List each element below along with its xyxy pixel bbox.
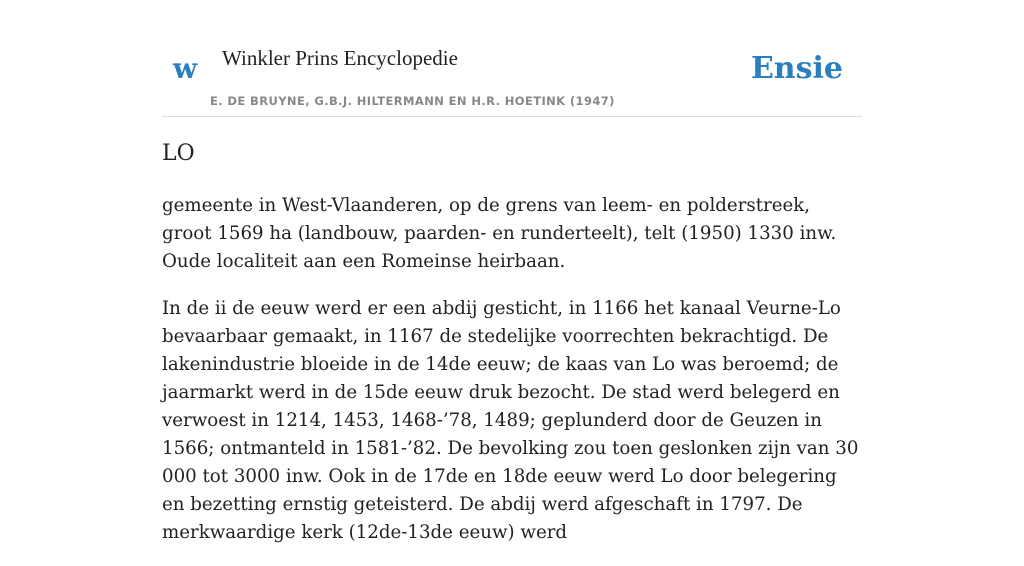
article-title: LO bbox=[162, 141, 195, 166]
site-title[interactable]: Winkler Prins Encyclopedie bbox=[222, 46, 458, 70]
site-header bbox=[162, 0, 862, 117]
article-body bbox=[162, 192, 862, 566]
authors-line: E. DE BRUYNE, G.B.J. HILTERMANN EN H.R. HOETINK (1947) bbox=[210, 94, 615, 108]
brand-logo[interactable]: Ensie bbox=[750, 51, 843, 86]
article-paragraph: In de ii de eeuw werd er een abdij gesticht, in 1166 het kanaal Veurne-Lo bevaarbaar gemaakt, in 1167 de stedelijke voorrechten bekrachtigd. De lakenindustrie bloeide in de 14de eeuw; de kaas van Lo was beroemd; de jaarmarkt werd in de 15de eeuw druk bezocht. De stad werd belegerd en verwoest in 1214, 1453, 1468-’78, 1489; geplunderd door de Geuzen in 1566; ontmanteld in 1581-’82. De bevolking zou toen geslonken zijn van 30 000 tot 3000 inw. Ook in de 17de en 18de eeuw werd Lo door belegering en bezetting ernstig geteisterd. De abdij werd afgeschaft in 1797. De merkwaardige kerk (12de-13de eeuw) werd bbox=[162, 298, 859, 543]
site-logo-icon[interactable]: w bbox=[173, 52, 198, 85]
article-paragraph: gemeente in West-Vlaanderen, op de grens van leem- en polderstreek, groot 1569 ha (landbouw, paarden- en runderteelt), telt (1950) 1330 inw. Oude localiteit aan een Romeinse heirbaan. bbox=[162, 195, 837, 272]
